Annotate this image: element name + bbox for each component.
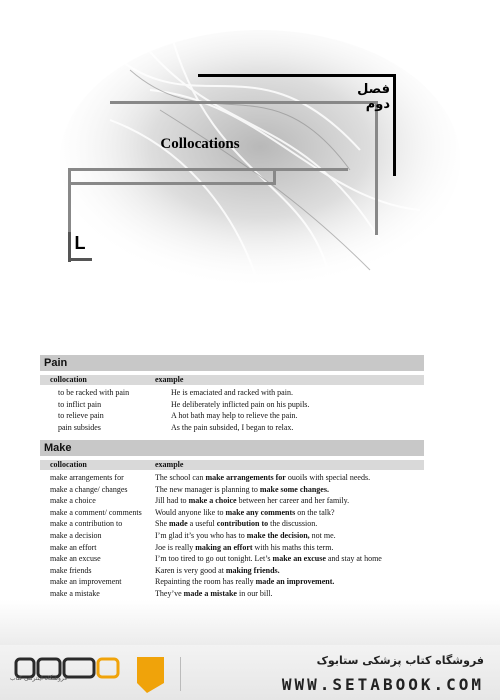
footer-fade <box>0 600 500 645</box>
table-row <box>40 387 424 399</box>
collocation-cell: make an effort <box>50 542 97 552</box>
example-collocation: made <box>169 519 188 529</box>
example-text: She <box>155 519 169 529</box>
example-text: Joe is really <box>155 542 196 552</box>
table-row <box>40 542 424 554</box>
column-header <box>40 460 424 470</box>
example-collocation: made a mistake <box>183 588 237 598</box>
collocation-cell: to inflict pain <box>58 399 102 409</box>
collocation-cell: make an improvement <box>50 577 122 587</box>
example-cell <box>155 495 424 507</box>
logo-tagline: فروشگاه اینترنتی کتاب <box>10 675 68 682</box>
example-text: The new manager is planning to <box>155 484 260 494</box>
table-row <box>40 422 424 434</box>
store-url[interactable]: WWW.SETABOOK.COM <box>281 675 484 694</box>
logo-glyph <box>98 659 118 677</box>
example-header: example <box>155 375 184 384</box>
example-text: They’ve <box>155 588 184 598</box>
collocation-cell: make a contribution to <box>50 519 123 529</box>
example-cell <box>155 518 424 530</box>
table-row <box>40 588 424 600</box>
example-collocation: make an excuse <box>272 554 326 564</box>
section-letter: L <box>74 233 86 253</box>
make-section <box>40 440 424 623</box>
table-row <box>40 472 424 484</box>
collocation-cell: make arrangements for <box>50 473 124 482</box>
logo-glyph <box>64 659 94 677</box>
pain-section <box>40 355 424 433</box>
collocation-cell: to relieve pain <box>58 411 104 421</box>
example-collocation: made an improvement. <box>255 577 335 587</box>
example-text: the discussion. <box>268 519 318 529</box>
example-collocation: make any comments <box>225 507 296 517</box>
example-cell <box>155 588 424 600</box>
example-text: with his maths this term. <box>252 542 334 552</box>
footer-divider <box>180 657 181 691</box>
table-row <box>40 565 424 577</box>
example-collocation: make arrangements for <box>205 473 286 482</box>
example-text: ouoils with special needs. <box>285 473 371 482</box>
example-cell <box>155 553 424 565</box>
example-collocation: making friends. <box>225 565 280 575</box>
example-cell <box>155 507 424 519</box>
example-cell: He deliberately inflicted pain on his pupils. <box>171 399 310 409</box>
example-text: between her career and her family. <box>236 496 350 506</box>
example-cell: He is emaciated and racked with pain. <box>171 388 293 397</box>
example-cell <box>155 542 424 554</box>
pain-rows <box>40 387 424 433</box>
book-icon <box>137 657 164 693</box>
footer-banner <box>0 645 500 700</box>
column-header <box>40 375 424 385</box>
collocation-cell: to be racked with pain <box>58 388 130 397</box>
example-cell: A hot bath may help to relieve the pain. <box>171 411 298 421</box>
example-collocation: contribution to <box>216 519 269 529</box>
collocation-cell: make a choice <box>50 496 96 506</box>
table-row <box>40 410 424 422</box>
example-text: The school can <box>155 473 206 482</box>
collocation-cell: make a mistake <box>50 588 100 598</box>
collocation-cell: make a decision <box>50 530 102 540</box>
example-header: example <box>155 460 184 469</box>
example-text: Would anyone like to <box>155 507 226 517</box>
example-collocation: make some changes. <box>259 484 329 494</box>
example-text: and stay at home <box>325 554 382 564</box>
example-collocation: make a choice <box>188 496 237 506</box>
section-title: Pain <box>40 355 424 371</box>
section-title: Make <box>40 440 424 456</box>
example-cell <box>155 472 424 484</box>
example-text: on the talk? <box>295 507 335 517</box>
table-row <box>40 553 424 565</box>
collocation-cell: pain subsides <box>58 422 101 432</box>
example-text: a useful <box>187 519 217 529</box>
table-row <box>40 518 424 530</box>
example-text: Jill had to <box>155 496 189 506</box>
example-cell <box>155 484 424 496</box>
collocation-cell: make friends <box>50 565 92 575</box>
table-row <box>40 576 424 588</box>
collocation-cell: make a change/ changes <box>50 484 128 494</box>
collocation-cell: make an excuse <box>50 554 101 564</box>
collocation-header: collocation <box>50 375 87 384</box>
collocation-cell: make a comment/ comments <box>50 507 142 517</box>
table-row <box>40 495 424 507</box>
table-row <box>40 530 424 542</box>
table-row <box>40 399 424 411</box>
example-text: Karen is very good at <box>155 565 226 575</box>
example-text: Repainting the room has really <box>155 577 256 587</box>
example-cell <box>155 530 424 542</box>
store-name: فروشگاه کتاب پزشکی ستابوک <box>316 654 484 667</box>
example-cell <box>155 565 424 577</box>
example-cell: As the pain subsided, I began to relax. <box>171 422 294 432</box>
example-text: I’m too tired to go out tonight. Let’s <box>155 554 273 564</box>
chapter-label: فصل دوم <box>357 82 390 112</box>
table-row <box>40 484 424 496</box>
table-row <box>40 507 424 519</box>
example-text: I’m glad it’s you who has to <box>155 530 247 540</box>
example-text: in our bill. <box>236 588 273 598</box>
collocation-header: collocation <box>50 460 87 469</box>
page-title: Collocations <box>160 136 240 152</box>
example-cell <box>155 576 424 588</box>
example-text: not me. <box>309 530 336 540</box>
example-collocation: make the decision, <box>246 530 310 540</box>
example-collocation: making an effort <box>195 542 253 552</box>
